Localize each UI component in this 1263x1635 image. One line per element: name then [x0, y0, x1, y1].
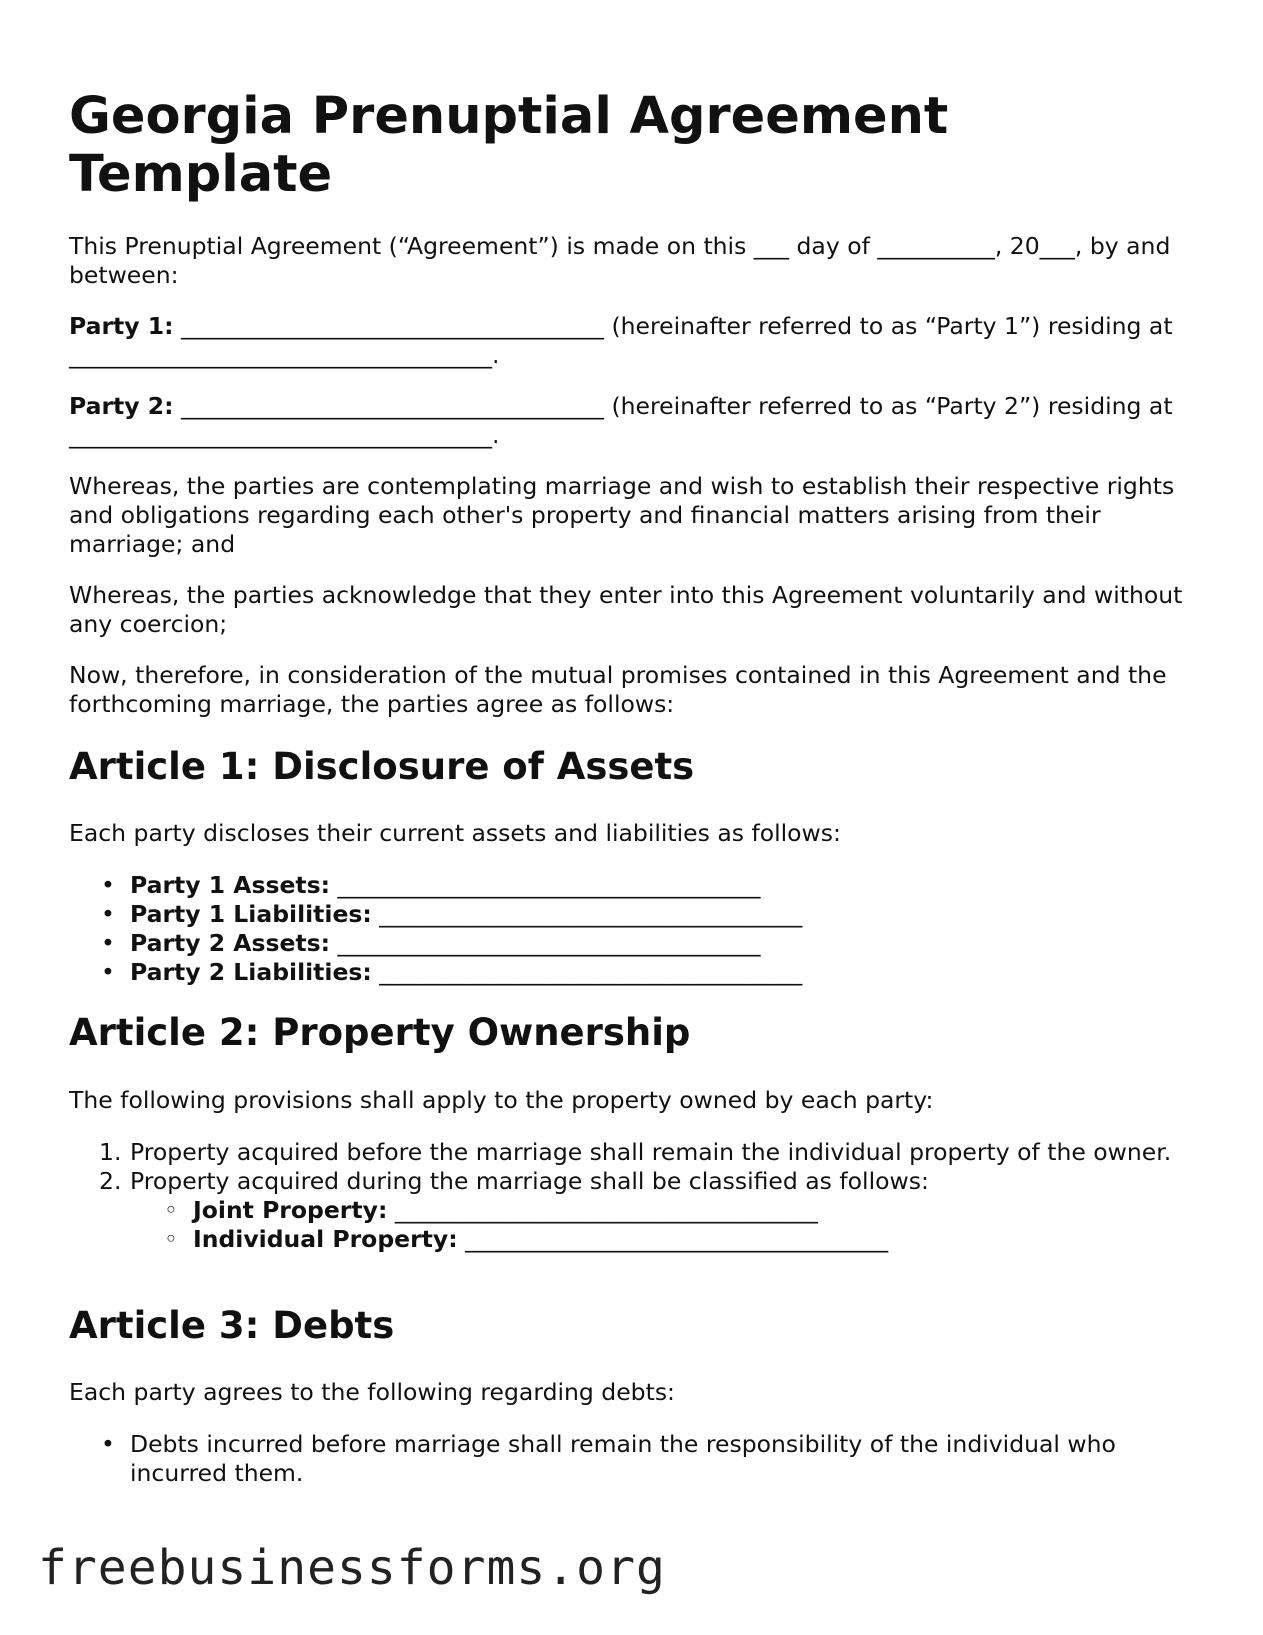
bullet-icon: • [101, 958, 115, 986]
list-item [69, 929, 1199, 958]
party2-text: ____________________________________ (hereinafter referred to as “Party 2”) residing at ____________________________________. [69, 392, 1173, 449]
list-item [69, 958, 1199, 987]
article2-intro: The following provisions shall apply to the property owned by each party: [69, 1086, 934, 1114]
list-item-text: Debts incurred before marriage shall remain the responsibility of the individual who incurred them. [130, 1430, 1116, 1487]
bullet-icon: • [101, 900, 115, 928]
list-item [69, 1430, 1199, 1488]
list-item-label: Party 1 Liabilities: [130, 900, 372, 928]
sub-list-item-blank: ____________________________________ [457, 1225, 889, 1253]
list-item-label: Party 2 Liabilities: [130, 958, 372, 986]
list-item-number: 2. [99, 1167, 122, 1195]
list-item-blank: ____________________________________ [371, 958, 803, 986]
watermark-footer: freebusinessforms.org [38, 1540, 666, 1596]
bullet-icon: • [101, 1430, 115, 1458]
article1-list [69, 871, 1199, 987]
sub-list-item [69, 1196, 1199, 1225]
article2-list [69, 1138, 1199, 1254]
article3-heading: Article 3: Debts [69, 1304, 395, 1347]
whereas-paragraph-2: Whereas, the parties acknowledge that they enter into this Agreement voluntarily and without any coercion; [69, 581, 1183, 638]
list-item-blank: ____________________________________ [330, 929, 761, 957]
article1-intro: Each party discloses their current assets and liabilities as follows: [69, 819, 841, 847]
now-therefore-paragraph: Now, therefore, in consideration of the mutual promises contained in this Agreement and the forthcoming marriage, the parties agree as follows: [69, 661, 1167, 718]
list-item-label: Party 2 Assets: [130, 929, 331, 957]
party1-paragraph [69, 312, 1199, 370]
article3-intro: Each party agrees to the following regarding debts: [69, 1378, 675, 1406]
party1-text: ____________________________________ (hereinafter referred to as “Party 1”) residing at ____________________________________. [69, 312, 1173, 369]
party2-label: Party 2: [69, 392, 174, 420]
sub-list-item-blank: ____________________________________ [387, 1196, 818, 1224]
list-item-number: 1. [99, 1138, 122, 1166]
list-item-label: Party 1 Assets: [130, 871, 331, 899]
list-item [69, 900, 1199, 929]
party2-paragraph [69, 392, 1199, 450]
list-item-blank: ____________________________________ [371, 900, 803, 928]
list-item [69, 1167, 1199, 1196]
bullet-icon: • [101, 871, 115, 899]
list-item [69, 871, 1199, 900]
article2-heading: Article 2: Property Ownership [69, 1011, 691, 1054]
list-item [69, 1138, 1199, 1167]
list-item-blank: ____________________________________ [330, 871, 761, 899]
article1-heading: Article 1: Disclosure of Assets [69, 745, 695, 788]
whereas-paragraph-1: Whereas, the parties are contemplating marriage and wish to establish their respective rights and obligations regarding each other's property and financial matters arising from their marriage; and [69, 472, 1175, 558]
party1-label: Party 1: [69, 312, 174, 340]
article3-list [69, 1430, 1199, 1488]
document-title: Georgia Prenuptial Agreement Template [69, 87, 949, 204]
intro-paragraph: This Prenuptial Agreement (“Agreement”) is made on this ___ day of __________, 20___, by and between: [69, 232, 1171, 289]
circle-bullet-icon: ◦ [164, 1196, 178, 1224]
sub-list-item-label: Individual Property: [193, 1225, 458, 1253]
sub-list-item [69, 1225, 1199, 1254]
list-item-text: Property acquired before the marriage shall remain the individual property of the owner. [130, 1138, 1172, 1166]
list-item-text: Property acquired during the marriage shall be classified as follows: [130, 1167, 929, 1195]
sub-list-item-label: Joint Property: [193, 1196, 388, 1224]
bullet-icon: • [101, 929, 115, 957]
circle-bullet-icon: ◦ [164, 1225, 178, 1253]
